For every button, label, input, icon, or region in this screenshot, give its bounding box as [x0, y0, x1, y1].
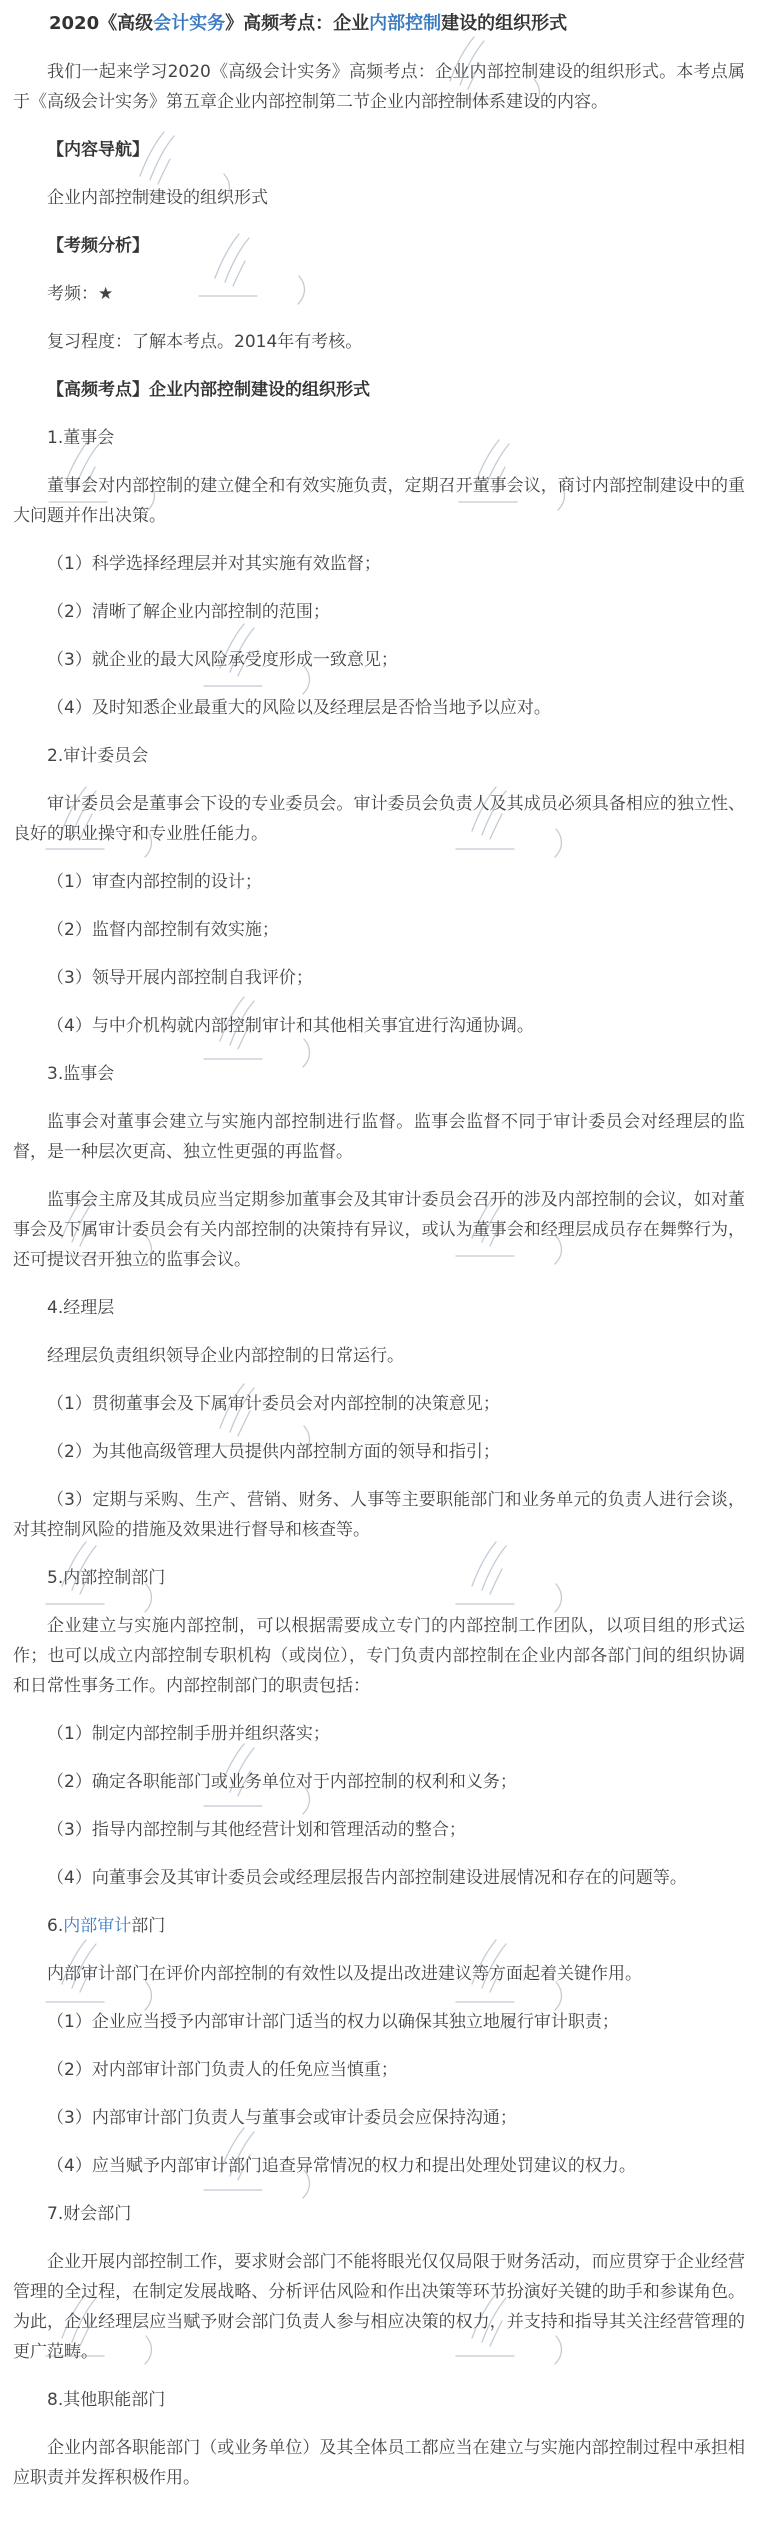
- text-segment: 企业内部各职能部门（或业务单位）及其全体员工都应当在建立与实施内部控制过程中承担相应职责并发挥积极作用。: [13, 2438, 745, 2488]
- paragraph: [13, 1341, 745, 1371]
- text-segment: 董事会对内部控制的建立健全和有效实施负责，定期召开董事会议，商讨内部控制建设中的重大问题并作出决策。: [13, 476, 745, 526]
- keyword-link[interactable]: 内部审计: [63, 1916, 132, 1936]
- text-segment: （2）对内部审计部门负责人的任免应当慎重；: [47, 2060, 398, 2080]
- text-segment: 》高频考点：企业: [225, 13, 370, 34]
- text-segment: （4）向董事会及其审计委员会或经理层报告内部控制建设进展情况和存在的问题等。: [47, 1868, 687, 1888]
- paragraph: [13, 1719, 745, 1749]
- numbered-heading: [13, 1563, 745, 1593]
- paragraph: [13, 2247, 745, 2367]
- article-title: [13, 9, 745, 39]
- text-segment: （1）科学选择经理层并对其实施有效监督；: [47, 554, 381, 574]
- text-segment: 建设的组织形式: [441, 13, 568, 34]
- text-segment: 企业内部控制建设的组织形式: [47, 188, 268, 208]
- text-segment: 5.内部控制部门: [47, 1568, 166, 1588]
- paragraph: [13, 1011, 745, 1041]
- numbered-heading: [13, 423, 745, 453]
- text-segment: （1）制定内部控制手册并组织落实；: [47, 1724, 330, 1744]
- text-segment: （2）清晰了解企业内部控制的范围；: [47, 602, 330, 622]
- text-segment: 监事会对董事会建立与实施内部控制进行监督。监事会监督不同于审计委员会对经理层的监督，是一种层次更高、独立性更强的再监督。: [13, 1112, 745, 1162]
- text-segment: （2）监督内部控制有效实施；: [47, 920, 279, 940]
- text-segment: 监事会主席及其成员应当定期参加董事会及其审计委员会召开的涉及内部控制的会议，如对董事会及下属审计委员会有关内部控制的决策持有异议，或认为董事会和经理层成员存在舞弊行为，还可提议召开独立的监事会议。: [13, 1190, 745, 1270]
- numbered-heading: [13, 1059, 745, 1089]
- paragraph: [13, 57, 745, 117]
- text-segment: 2020《高级: [49, 13, 154, 34]
- numbered-heading: [13, 1911, 745, 1941]
- paragraph: [13, 1107, 745, 1167]
- numbered-heading: [13, 2385, 745, 2415]
- text-segment: 3.监事会: [47, 1064, 115, 1084]
- text-segment: （2）为其他高级管理人员提供内部控制方面的领导和指引；: [47, 1442, 500, 1462]
- paragraph: [13, 1185, 745, 1275]
- text-segment: 8.其他职能部门: [47, 2390, 166, 2410]
- text-segment: 部门: [131, 1916, 166, 1936]
- paragraph: [13, 2103, 745, 2133]
- paragraph: [13, 1389, 745, 1419]
- text-segment: 我们一起来学习2020《高级会计实务》高频考点：企业内部控制建设的组织形式。本考点属于《高级会计实务》第五章企业内部控制第二节企业内部控制体系建设的内容。: [13, 62, 745, 112]
- text-segment: 2.审计委员会: [47, 746, 149, 766]
- keyword-link[interactable]: 会计实务: [153, 13, 226, 34]
- paragraph: [13, 693, 745, 723]
- paragraph: [13, 1815, 745, 1845]
- text-segment: 【考频分析】: [47, 236, 149, 256]
- text-segment: 经理层负责组织领导企业内部控制的日常运行。: [47, 1346, 404, 1366]
- paragraph: [13, 867, 745, 897]
- text-segment: 【高频考点】企业内部控制建设的组织形式: [47, 380, 370, 400]
- text-segment: 1.董事会: [47, 428, 115, 448]
- paragraph: [13, 2433, 745, 2493]
- paragraph: [13, 2007, 745, 2037]
- text-segment: （3）就企业的最大风险承受度形成一致意见；: [47, 650, 398, 670]
- numbered-heading: [13, 1293, 745, 1323]
- section-heading: [13, 375, 745, 405]
- text-segment: （3）指导内部控制与其他经营计划和管理活动的整合；: [47, 1820, 466, 1840]
- paragraph: [13, 1767, 745, 1797]
- paragraph: [13, 1611, 745, 1701]
- paragraph: [13, 549, 745, 579]
- paragraph: [13, 1959, 745, 1989]
- paragraph: [13, 2055, 745, 2085]
- paragraph: [13, 1485, 745, 1545]
- text-segment: 企业建立与实施内部控制，可以根据需要成立专门的内部控制工作团队，以项目组的形式运作；也可以成立内部控制专职机构（或岗位），专门负责内部控制在企业内部各部门间的组织协调和日常性事务工作。内部控制部门的职责包括：: [13, 1616, 745, 1696]
- text-segment: （3）领导开展内部控制自我评价；: [47, 968, 313, 988]
- text-segment: 7.财会部门: [47, 2204, 132, 2224]
- text-segment: （4）及时知悉企业最重大的风险以及经理层是否恰当地予以应对。: [47, 698, 551, 718]
- paragraph: [13, 2151, 745, 2181]
- paragraph: [13, 597, 745, 627]
- text-segment: 复习程度：了解本考点。2014年有考核。: [47, 332, 363, 352]
- paragraph: [13, 327, 745, 357]
- text-segment: 考频：★: [47, 284, 114, 304]
- numbered-heading: [13, 2199, 745, 2229]
- text-segment: （4）应当赋予内部审计部门追查异常情况的权力和提出处理处罚建议的权力。: [47, 2156, 636, 2176]
- text-segment: （3）定期与采购、生产、营销、财务、人事等主要职能部门和业务单元的负责人进行会谈，对其控制风险的措施及效果进行督导和核查等。: [13, 1490, 745, 1540]
- text-segment: 审计委员会是董事会下设的专业委员会。审计委员会负责人及其成员必须具备相应的独立性、良好的职业操守和专业胜任能力。: [13, 794, 745, 844]
- paragraph: [13, 645, 745, 675]
- text-segment: （1）审查内部控制的设计；: [47, 872, 262, 892]
- paragraph: [13, 471, 745, 531]
- section-heading: [13, 231, 745, 261]
- keyword-link[interactable]: 内部控制: [369, 13, 442, 34]
- text-segment: 内部审计部门在评价内部控制的有效性以及提出改进建议等方面起着关键作用。: [47, 1964, 642, 1984]
- text-segment: 企业开展内部控制工作，要求财会部门不能将眼光仅仅局限于财务活动，而应贯穿于企业经营管理的全过程，在制定发展战略、分析评估风险和作出决策等环节扮演好关键的助手和参谋角色。为此，企业经理层应当赋予财会部门负责人参与相应决策的权力，并支持和指导其关注经营管理的更广范畴。: [13, 2252, 745, 2362]
- paragraph: [13, 915, 745, 945]
- paragraph: [13, 1437, 745, 1467]
- paragraph: [13, 1863, 745, 1893]
- text-segment: （3）内部审计部门负责人与董事会或审计委员会应保持沟通；: [47, 2108, 517, 2128]
- paragraph: [13, 279, 745, 309]
- numbered-heading: [13, 741, 745, 771]
- text-segment: 【内容导航】: [47, 140, 149, 160]
- text-segment: （2）确定各职能部门或业务单位对于内部控制的权利和义务；: [47, 1772, 517, 1792]
- paragraph: [13, 183, 745, 213]
- text-segment: （1）企业应当授予内部审计部门适当的权力以确保其独立地履行审计职责；: [47, 2012, 619, 2032]
- paragraph: [13, 789, 745, 849]
- paragraph: [13, 963, 745, 993]
- text-segment: （4）与中介机构就内部控制审计和其他相关事宜进行沟通协调。: [47, 1016, 534, 1036]
- text-segment: （1）贯彻董事会及下属审计委员会对内部控制的决策意见；: [47, 1394, 500, 1414]
- text-segment: 4.经理层: [47, 1298, 115, 1318]
- section-heading: [13, 135, 745, 165]
- text-segment: 6.: [47, 1916, 64, 1936]
- article-content: [13, 9, 745, 2493]
